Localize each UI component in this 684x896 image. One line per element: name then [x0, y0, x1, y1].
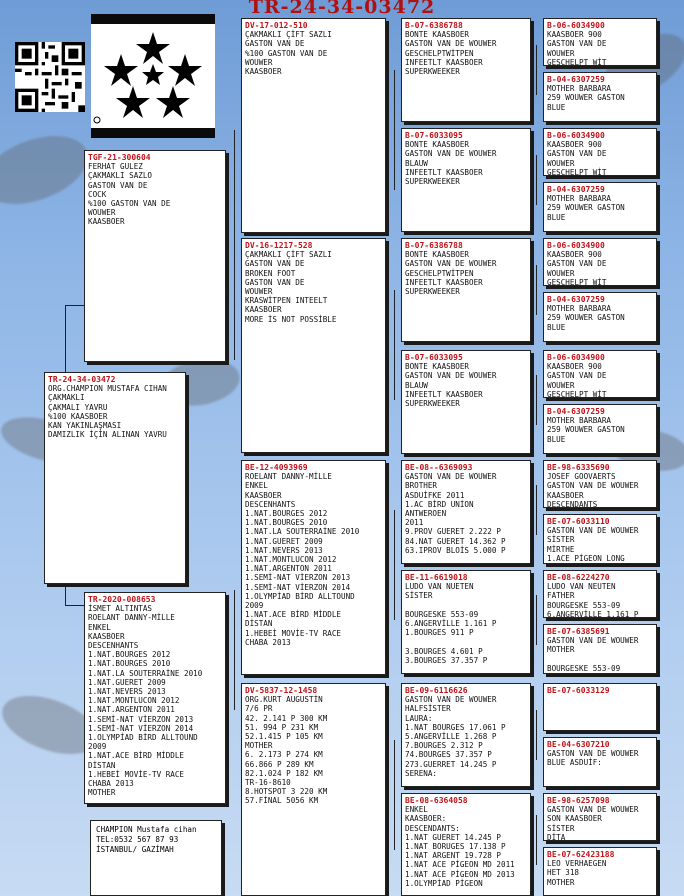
pedigree-line: 1.NAT.BOURGES 2012	[88, 650, 171, 660]
pedigree-line: BOURGESKE 553-09	[405, 609, 479, 619]
pedigree-line: CHABA 2013	[88, 779, 134, 789]
great-grandparent-card[interactable]	[401, 570, 531, 674]
pedigree-line: COCK	[88, 189, 107, 199]
pedigree-line: 1.NAT.ARGENTON 2011	[245, 564, 332, 574]
ring-number: TR-2020-008653	[88, 595, 156, 604]
pedigree-line: 1.NAT.BOURGES 2012	[245, 509, 328, 519]
pedigree-line: MİRTHE	[547, 544, 575, 554]
pedigree-line: SİSTER	[405, 591, 433, 601]
ring-number: BE-11-6619018	[405, 573, 468, 582]
pedigree-line: 1.OLYMPİAD BİRD ALLTOUND	[245, 591, 355, 601]
pedigree-line: 1.NAT.ARGENTON 2011	[88, 705, 175, 715]
pedigree-line: 1.SEMİ-NAT VİERZON 2014	[88, 723, 194, 733]
pedigree-line: ASDUİFKE 2011	[405, 490, 465, 500]
ring-number: BE-07-62423188	[547, 850, 615, 859]
pedigree-line: 7.BOURGES 2.312 P	[405, 741, 483, 751]
ring-number: B-06-6034900	[547, 241, 605, 250]
pedigree-line: SİSTER	[547, 823, 575, 833]
connector-line	[394, 740, 395, 850]
connector-line	[536, 710, 537, 760]
great-grandparent-card[interactable]	[401, 128, 531, 232]
subject-card[interactable]	[44, 372, 186, 584]
pedigree-line: 1.NAT.LA SOUTERRAİNE 2010	[245, 527, 360, 537]
ring-number: DV-17-012-510	[245, 21, 308, 30]
pedigree-line: BONTE KAASBOER	[405, 30, 470, 40]
ancestor-card[interactable]	[543, 238, 657, 286]
pedigree-line: KAASBOER	[88, 631, 125, 641]
pedigree-line: SERENA:	[405, 768, 438, 778]
pedigree-line: 2009	[88, 742, 107, 752]
pedigree-line: 1.NAT.NEVERS 2013	[245, 545, 323, 555]
pedigree-line: 9.PROV GUERET 2.222 P	[405, 527, 502, 537]
ancestor-card[interactable]	[543, 350, 657, 398]
grandparent-card[interactable]	[241, 460, 386, 675]
pedigree-line: INFEETLT KAASBOER	[405, 389, 483, 399]
pedigree-line: MOTHER	[547, 877, 575, 887]
pedigree-line: BLUE	[547, 102, 566, 112]
pedigree-line: DESCENDANTS:	[405, 823, 460, 833]
pedigree-line: KAASBOER	[245, 67, 282, 77]
pedigree-line: ORG.KURT AUGUSTİN	[245, 695, 323, 705]
ancestor-card[interactable]	[543, 182, 657, 232]
pedigree-line: BLUE	[547, 322, 566, 332]
ancestor-card[interactable]	[543, 128, 657, 176]
pedigree-line: 1.OLYMPİAD PİGEON	[405, 878, 483, 888]
ring-number: B-07-6033095	[405, 131, 463, 140]
pedigree-line: 52.1.415 P 105 KM	[245, 732, 323, 742]
mother-card[interactable]	[84, 592, 226, 804]
pedigree-line: 1.SEMİ-NAT VİERZON 2013	[88, 714, 194, 724]
ancestor-card[interactable]	[543, 404, 657, 454]
ring-number: B-07-6033095	[405, 353, 463, 362]
pedigree-line: 2011	[405, 518, 424, 528]
pedigree-line: BONTE KAASBOER	[405, 140, 470, 150]
pedigree-line: ÇAKMAKLI ÇİFT SAZLI	[245, 30, 332, 40]
connector-line	[536, 155, 537, 205]
great-grandparent-card[interactable]	[401, 18, 531, 122]
pedigree-line: GASTON VAN DE WOUWER	[405, 472, 497, 482]
ring-number: BE-98-6335690	[547, 463, 610, 472]
ancestor-card[interactable]	[543, 683, 657, 731]
pedigree-line	[405, 601, 527, 610]
pedigree-line	[405, 637, 527, 646]
pedigree-line: %100 GASTON VAN DE	[88, 199, 171, 209]
connector-line	[536, 375, 537, 425]
ring-number: TR-24-34-03472	[48, 375, 116, 384]
pedigree-line: 1.NAT.ACE BİRD MİDDLE	[88, 751, 185, 761]
pedigree-line: ÇAKMAKLI ÇİFT SAZLI	[245, 250, 332, 260]
champions-league-star-ball-icon	[91, 14, 215, 138]
father-card[interactable]	[84, 150, 226, 362]
pedigree-line: WOUWER	[245, 57, 273, 67]
pedigree-line: KAASBOER 900	[547, 250, 602, 260]
pedigree-line: MOTHER BARBARA	[547, 84, 612, 94]
ring-number: B-06-6034900	[547, 131, 605, 140]
connector-line	[394, 290, 395, 400]
ring-number: BE-12-4093969	[245, 463, 308, 472]
pedigree-line: MOTHER BARBARA	[547, 304, 612, 314]
pedigree-line: LUDO VAN NUETEN	[405, 582, 474, 592]
pedigree-line: ENKEL	[245, 481, 268, 491]
pedigree-line: BONTE KAASBOER	[405, 250, 470, 260]
great-grandparent-card[interactable]	[401, 238, 531, 342]
pedigree-line: BROTHER	[405, 481, 438, 491]
pedigree-line: GASTON VAN DE WOUWER	[547, 526, 639, 536]
pedigree-line: MORE İS NOT POSSİBLE	[245, 314, 337, 324]
pedigree-line: 1.SEMİ-NAT VİERZON 2014	[245, 582, 351, 592]
pedigree-line: INFEETLT KAASBOER	[405, 167, 483, 177]
pedigree-line: DİSTAN	[88, 760, 116, 770]
contact-name: CHAMPION Mustafa cihan	[96, 825, 197, 834]
pedigree-line: WOUWER	[547, 48, 575, 58]
contact-city: İSTANBUL/ GAZİMAH	[96, 845, 174, 854]
pedigree-line: DESCENHANTS	[245, 499, 296, 509]
ring-number: BE-98-6257098	[547, 796, 610, 805]
pedigree-line: MOTHER BARBARA	[547, 194, 612, 204]
ring-number: B-04-6307259	[547, 75, 605, 84]
pedigree-line: DESCENDANTS	[547, 499, 598, 508]
great-grandparent-card[interactable]	[401, 350, 531, 454]
ancestor-card[interactable]	[543, 624, 657, 674]
pedigree-line: GASTON VAN DE	[547, 39, 607, 49]
pedigree-line: BLAUW	[405, 380, 428, 390]
pedigree-line: 1.BOURGES 911 P	[405, 628, 474, 638]
pedigree-line: FATHER	[547, 591, 575, 601]
ancestor-card[interactable]	[543, 514, 657, 564]
pedigree-line: KAASBOER	[547, 490, 584, 500]
pedigree-line: 1.SEMİ-NAT VİERZON 2013	[245, 573, 351, 583]
pedigree-line: 1.NAT ACE PİGEON MD 2011	[405, 860, 515, 870]
pedigree-line: KAASBOER	[245, 490, 282, 500]
pedigree-line: INFEETLT KAASBOER	[405, 277, 483, 287]
pedigree-line: 2009	[245, 601, 264, 611]
pedigree-line: ÇAKMAKLI SAZLO	[88, 171, 153, 181]
pedigree-line: JOSEF GOOVAERTS	[547, 472, 616, 482]
pedigree-line: ÇAKMALI YAVRU	[48, 402, 108, 412]
pedigree-line: FERHAT GULEZ	[88, 162, 143, 172]
pedigree-line: GASTON VAN DE WOUWER	[405, 371, 497, 381]
pedigree-line: GASTON VAN DE WOUWER	[405, 259, 497, 269]
pedigree-line: ANTWEROEN	[405, 509, 447, 519]
ancestor-card[interactable]	[543, 72, 657, 122]
connector-line	[65, 305, 66, 375]
pedigree-line: KAASBOER 900	[547, 362, 602, 372]
pedigree-line: 259 WOUWER GASTON	[547, 313, 625, 323]
pedigree-line: 51. 994 P 231 KM	[245, 722, 319, 732]
pedigree-line: 1.NAT.BOURGES 2010	[245, 518, 328, 528]
pedigree-line: DİSTAN	[245, 619, 273, 629]
pedigree-line: 1.HEBEİ MOVİE-TV RACE	[245, 628, 342, 638]
ring-number: BE-04-6307210	[547, 740, 610, 749]
pedigree-line: 259 WOUWER GASTON	[547, 203, 625, 213]
pedigree-line: WOUWER	[547, 268, 575, 278]
ring-number: BE-08-6224270	[547, 573, 610, 582]
pedigree-line: %100 KAASBOER	[48, 411, 108, 421]
pedigree-line: KRASWİTPEN INTEELT	[245, 296, 328, 306]
ring-number: B-07-6386788	[405, 241, 463, 250]
pedigree-line: 1.NAT BORUGES 17.138 P	[405, 842, 506, 852]
pedigree-line: GESCHELPT WİT	[547, 277, 607, 286]
ring-number: B-04-6307259	[547, 295, 605, 304]
pedigree-line: 6.ANGERVİLLE 1.161 P	[547, 609, 639, 618]
pedigree-line: 1.OLYMPİAD BİRD ALLTOUND	[88, 733, 198, 743]
pedigree-line: MOTHER	[547, 645, 575, 655]
connector-line	[234, 590, 235, 710]
pedigree-line: SUPERKWEEKER	[405, 287, 460, 297]
grandparent-card[interactable]	[241, 18, 386, 233]
pedigree-line: GESCHELPTWİTPEN	[405, 268, 474, 278]
pedigree-line: GASTON VAN DE WOUWER	[547, 481, 639, 491]
pedigree-line: DİTA	[547, 832, 566, 841]
connector-line	[65, 585, 66, 605]
pedigree-line: GESCHELPT WİT	[547, 57, 607, 66]
connector-line	[394, 510, 395, 620]
pedigree-line: BLUE ASDUİF:	[547, 758, 602, 768]
ancestor-card[interactable]	[543, 570, 657, 618]
pedigree-line: 57.FİNAL 5056 KM	[245, 796, 319, 806]
pedigree-line: 1.NAT BOURGES 17.061 P	[405, 722, 506, 732]
connector-line	[536, 265, 537, 315]
pedigree-line: LUDO VAN NEUTEN	[547, 582, 616, 592]
pedigree-line: BLAUW	[405, 158, 428, 168]
pedigree-line: 5.ANGERVİLLE 1.268 P	[405, 732, 497, 742]
background-pigeon	[0, 123, 97, 217]
pedigree-line: BONTE KAASBOER	[405, 362, 470, 372]
pedigree-line: GASTON VAN DE WOUWER	[405, 149, 497, 159]
pedigree-line: 259 WOUWER GASTON	[547, 425, 625, 435]
connector-line	[234, 130, 235, 360]
pedigree-line: WOUWER	[547, 158, 575, 168]
pedigree-line: 259 WOUWER GASTON	[547, 93, 625, 103]
pedigree-line: KAASBOER	[245, 305, 282, 315]
ancestor-card[interactable]	[543, 793, 657, 841]
ring-number: B-06-6034900	[547, 21, 605, 30]
ring-number: B-06-6034900	[547, 353, 605, 362]
pedigree-line: 1.NAT.NEVERS 2013	[88, 687, 166, 697]
pedigree-line: 1.ACE PİGEON LONG	[547, 553, 625, 563]
pedigree-line: ÇAKMAKLI	[48, 393, 85, 403]
pedigree-line: WOUWER	[88, 208, 116, 218]
pedigree-line: CHABA 2013	[245, 637, 291, 647]
pedigree-line: DESCENHANTS	[88, 641, 139, 651]
pedigree-line: ROELANT DANNY-MİLLE	[245, 472, 332, 482]
pedigree-line: 1.NAT.BOURGES 2010	[88, 659, 171, 669]
pedigree-line: BLUE	[547, 434, 566, 444]
ring-number: BE-07-6385691	[547, 627, 610, 636]
connector-line	[65, 605, 85, 606]
pedigree-line: 1.NAT.MONTLUCON 2012	[245, 555, 337, 565]
pedigree-line: LAURA:	[405, 713, 433, 723]
connector-line	[394, 70, 395, 190]
pedigree-line: 1.NAT.ACE BİRD MİDDLE	[245, 610, 342, 620]
pedigree-line: BLUE	[547, 212, 566, 222]
pedigree-line: KAASBOER	[88, 217, 125, 227]
pedigree-line: ENKEL	[405, 805, 428, 815]
pedigree-line: GASTON VAN DE	[245, 39, 305, 49]
pedigree-line: TR-16-8610	[245, 778, 291, 788]
pedigree-line: GASTON VAN DE	[245, 277, 305, 287]
connector-line	[536, 815, 537, 865]
ring-number: DV-5837-12-1458	[245, 686, 318, 695]
pedigree-line: WOUWER	[547, 380, 575, 390]
pedigree-line: GASTON VAN DE WOUWER	[405, 695, 497, 705]
pedigree-line: GESCHELPTWİTPEN	[405, 48, 474, 58]
pedigree-line: 63.IPROV BLOİS 5.000 P	[405, 545, 506, 555]
pedigree-line: SİSTER	[547, 535, 575, 545]
pedigree-line: KAASBOER 900	[547, 140, 602, 150]
connector-line	[536, 595, 537, 645]
page-title: TR-24-34-03472	[248, 0, 436, 18]
pedigree-line: GASTON VAN DE	[88, 180, 148, 190]
contact-box	[90, 820, 222, 896]
ring-number: B-04-6307259	[547, 407, 605, 416]
pedigree-line: SUPERKWEEKER	[405, 67, 460, 77]
pedigree-line: 42. 2.141 P 300 KM	[245, 713, 328, 723]
connector-line	[536, 45, 537, 95]
ring-number: TGF-21-300604	[88, 153, 151, 162]
pedigree-line: 1.NAT ARGENT 19.728 P	[405, 851, 502, 861]
ancestor-card[interactable]	[543, 18, 657, 66]
ring-number: B-07-6386788	[405, 21, 463, 30]
pedigree-line: GASTON VAN DE	[547, 149, 607, 159]
pedigree-line: 6.ANGERVİLLE 1.161 P	[405, 619, 497, 629]
pedigree-line: MOTHER BARBARA	[547, 416, 612, 426]
pedigree-line: 1.NAT.MONTLUCON 2012	[88, 696, 180, 706]
pedigree-line: WOUWER	[245, 287, 273, 297]
pedigree-line: SUPERKWEEKER	[405, 177, 460, 187]
pedigree-line: MOTHER	[88, 788, 116, 798]
connector-line	[65, 305, 85, 306]
ring-number: B-04-6307259	[547, 185, 605, 194]
connector-line	[536, 485, 537, 535]
pedigree-line: INFEETLT KAASBOER	[405, 57, 483, 67]
pedigree-line: 1.NAT.LA SOUTERRAİNE 2010	[88, 668, 203, 678]
ring-number: BE-09-6116626	[405, 686, 468, 695]
pedigree-line: HALFSİSTER	[405, 704, 451, 714]
ring-number: DV-16-1217-528	[245, 241, 313, 250]
pedigree-line: SON KAASBOER	[547, 814, 602, 824]
pedigree-line: GESCHELPT WİT	[547, 389, 607, 398]
pedigree-line: GESCHELPT WİT	[547, 167, 607, 176]
pedigree-line: 8.HOTSPOT 3 220 KM	[245, 787, 328, 797]
pedigree-line: GASTON VAN DE WOUWER	[547, 805, 639, 815]
contact-phone[interactable]: TEL:0532 567 87 93	[96, 835, 179, 844]
pedigree-line: KAASBOER:	[405, 814, 447, 824]
pedigree-line: 1.NAT.GUERET 2009	[88, 677, 166, 687]
ring-number: BE-08-6364058	[405, 796, 468, 805]
ancestor-card[interactable]	[543, 847, 657, 896]
pedigree-line: 1.NAT.GUERET 2009	[245, 536, 323, 546]
pedigree-line: 3.BOURGES 37.357 P	[405, 655, 488, 665]
ring-number: BE-08--6369093	[405, 463, 473, 472]
pedigree-line: 1.HEBEİ MOVİE-TV RACE	[88, 769, 185, 779]
pedigree-line: 84.NAT GUERET 14.362 P	[405, 536, 506, 546]
pedigree-line: GASTON VAN DE	[547, 371, 607, 381]
pedigree-line: %100 GASTON VAN DE	[245, 48, 328, 58]
pedigree-line: GASTON VAN DE	[245, 259, 305, 269]
great-grandparent-card[interactable]	[401, 683, 531, 787]
ancestor-card[interactable]	[543, 292, 657, 342]
ancestor-card[interactable]	[543, 737, 657, 787]
pedigree-line: 3.BOURGES 4.601 P	[405, 646, 483, 656]
pedigree-line: 1.NAT GUERET 14.245 P	[405, 832, 502, 842]
pedigree-line: 82.1.024 P 182 KM	[245, 768, 323, 778]
pedigree-line: 66.866 P 289 KM	[245, 759, 314, 769]
pedigree-line: 74.BOURGES 37.357 P	[405, 750, 492, 760]
pedigree-line: ORG.CHAMPION MUSTAFA CIHAN	[48, 384, 167, 394]
ancestor-card[interactable]	[543, 460, 657, 508]
great-grandparent-card[interactable]	[401, 460, 531, 564]
qr-code-icon[interactable]	[15, 42, 85, 112]
pedigree-line: GASTON VAN DE	[547, 259, 607, 269]
pedigree-line: DAMIZLIK İÇİN ALINAN YAVRU	[48, 430, 167, 440]
pedigree-line: KAASBOER 900	[547, 30, 602, 40]
ring-number: BE-07-6033110	[547, 517, 610, 526]
grandparent-card[interactable]	[241, 683, 386, 896]
pedigree-line: ENKEL	[88, 622, 111, 632]
ring-number: BE-07-6033129	[547, 686, 610, 695]
grandparent-card[interactable]	[241, 238, 386, 453]
pedigree-line: BOURGESKE 553-09	[547, 663, 621, 673]
pedigree-line: GASTON VAN DE WOUWER	[547, 749, 639, 759]
pedigree-line: GASTON VAN DE WOUWER	[547, 636, 639, 646]
pedigree-line: GASTON VAN DE WOUWER	[405, 39, 497, 49]
pedigree-line: 6. 2.173 P 274 KM	[245, 750, 323, 760]
pedigree-line: KAN YAKINLAŞMASI	[48, 421, 122, 431]
great-grandparent-card[interactable]	[401, 793, 531, 896]
pedigree-line: 7/6 PR	[245, 704, 273, 714]
pedigree-line: İSMET ALTINTAS	[88, 604, 153, 614]
pedigree-line: BROKEN FOOT	[245, 268, 296, 278]
pedigree-line: HET 318	[547, 868, 580, 878]
pedigree-line: 273.GUERRET 14.245 P	[405, 759, 497, 769]
pedigree-line	[547, 655, 653, 664]
pedigree-line: 1.NAT ACE PİGEON MD 2013	[405, 869, 515, 879]
pedigree-line: LEO VERHAEGEN	[547, 859, 607, 869]
pedigree-line: 1.AC BİRD UNİON	[405, 499, 474, 509]
pedigree-line: BOURGESKE 553-09	[547, 600, 621, 610]
pedigree-line: MOTHER	[245, 741, 273, 751]
pedigree-line: ROELANT DANNY-MİLLE	[88, 613, 175, 623]
pedigree-line: SUPERKWEEKER	[405, 399, 460, 409]
